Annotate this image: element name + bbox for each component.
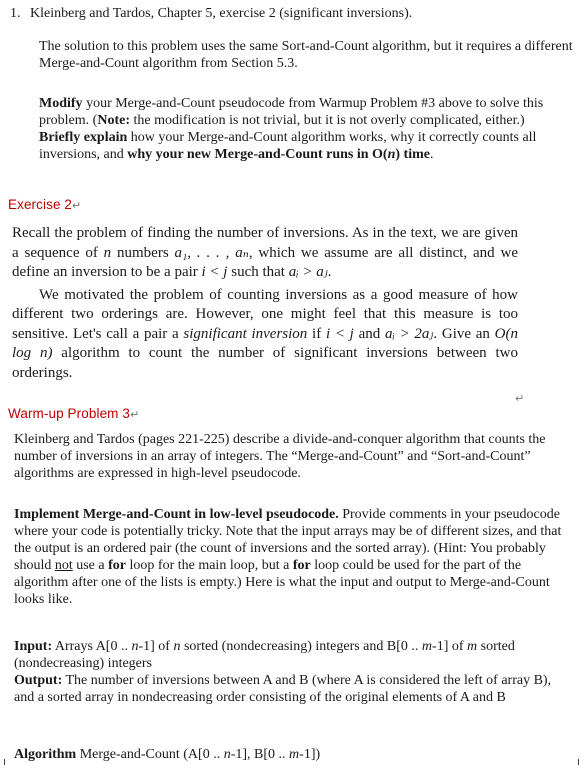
runs-bold: why your new Merge-and-Count runs in O( [127,147,388,162]
output-text: The number of inversions between A and B (where A is considered the left of array B), and a sorted array in nondecreasing order consisting of the original elements of A and B [14,673,552,705]
item-1-intro [39,38,584,72]
algo-n: n [223,747,231,762]
p1-n: n [103,244,112,261]
algo-b: -1], B[0 .. [230,747,290,762]
p2-b: if [307,325,326,342]
p2-e: algorithm to count the number of significant inversions between two orderings. [12,345,518,381]
exercise-2-paragraph-1 [12,224,518,283]
output-spec [14,672,572,706]
implement-bold: Implement Merge-and-Count in low-level pseudocode. [14,507,339,522]
p1-cond: i < j [201,264,228,280]
input-n2: n [173,639,181,654]
p1-b: numbers [111,244,175,261]
output-label: Output: [14,673,63,688]
input-label: Input: [14,639,53,654]
input-n: n [131,639,139,654]
input-d: -1] of [432,639,468,654]
p2-d-text: loop could be used for the part of the algorithm after one of the lists is empty.) Here is what the input and output to Merge-and-Count looks like. [14,558,550,607]
margin-mark [578,759,579,765]
margin-mark [4,759,5,765]
modify-bold: Modify [39,96,83,111]
return-mark-icon: ↵ [72,199,82,212]
intro-text: The solution to this problem uses the same Sort-and-Count algorithm, but it requires a different Merge-and-Count algorithm from Section 5.3. [39,39,573,71]
p1-seq: a₁, . . . , aₙ [174,244,249,261]
exercise-2-paragraph-2 [12,286,518,384]
warmup-p1-text: Kleinberg and Tardos (pages 221-225) describe a divide-and-conquer algorithm that counts the number of inversions in an array of integers. The “Merge-and-Count” and “Sort-and-Count” algorithms are expressed in high-level pseudocode. [14,432,546,481]
p2-c: and [353,325,385,342]
warmup-3-heading [8,406,139,421]
note-bold: Note: [97,113,130,128]
p1-d: such that [227,264,289,280]
input-b: -1] of [138,639,174,654]
p1-ineq: aᵢ > aⱼ [288,264,328,280]
p1-a: Recall the problem of finding the number of inversions. As in the text, we are given a sequence of [12,225,518,261]
runs-close: ) time [395,147,430,162]
warmup-3-heading-text: Warm-up Problem 3 [8,406,130,421]
briefly-text: how your Merge-and-Count algorithm works, why it correctly counts all inversions, and [39,130,537,162]
input-output-spec [14,638,572,706]
for-keyword-1: for [108,558,127,573]
p2-ineq: aᵢ > 2aⱼ [384,325,434,342]
algo-m: m [289,747,300,762]
modify-text: your Merge-and-Count pseudocode from Warmup Problem #3 above to solve this problem. ( [39,96,544,128]
algo-a: Merge-and-Count (A[0 .. [76,747,224,762]
p1-c: , which we assume are all distinct, and we define an inversion to be a pair [12,244,519,280]
item-1-title [10,5,412,22]
p2-b-text: use a [72,558,109,573]
p2-a: We motivated the problem of counting inversions as a good measure of how different two orderings are. However, one might feel that this measure is too sensitive. Let's call a pair a [12,286,518,342]
item-number: 1. [10,6,21,21]
exercise-2-heading [8,197,81,212]
p1-e: . [327,264,332,280]
not-underlined: not [54,558,73,573]
p2-term: significant inversion [183,325,308,342]
algo-c: -1]) [299,747,321,762]
p2-a-text: Provide comments in your pseudocode where your code is potentially tricky. Note that the input arrays may be of different sizes, and that the output is an ordered pair (the count of inversions and the sorted array). (Hint: You probably should [14,507,562,573]
algorithm-label: Algorithm [14,747,77,762]
input-spec [14,638,572,672]
input-e: sorted (nondecreasing) integers [14,639,515,671]
p2-big-o: O(n log n) [12,325,518,361]
item-1-modify [39,95,584,163]
exercise-2-heading-text: Exercise 2 [8,197,73,212]
input-a: Arrays A[0 .. [52,639,132,654]
runs-end: . [429,147,434,162]
algorithm-signature [14,746,572,763]
p2-d: . Give an [433,325,495,342]
runs-n: n [387,147,396,162]
briefly-bold: Briefly explain [39,130,128,145]
p2-c-text: loop for the main loop, but a [126,558,293,573]
item-title-text: Kleinberg and Tardos, Chapter 5, exercise 2 (significant inversions). [30,6,413,21]
input-c: sorted (nondecreasing) integers and B[0 .. [180,639,422,654]
note-text: the modification is not trivial, but it is not overly complicated, either.) [129,113,525,128]
input-m2: m [467,639,478,654]
warmup-3-paragraph-2 [14,506,572,608]
p2-cond: i < j [325,325,354,342]
exercise-2-body [12,224,518,383]
input-m: m [421,639,433,654]
warmup-3-paragraph-1 [14,431,572,482]
return-mark-icon: ↵ [515,392,525,405]
for-keyword-2: for [292,558,311,573]
return-mark-icon: ↵ [129,408,140,421]
